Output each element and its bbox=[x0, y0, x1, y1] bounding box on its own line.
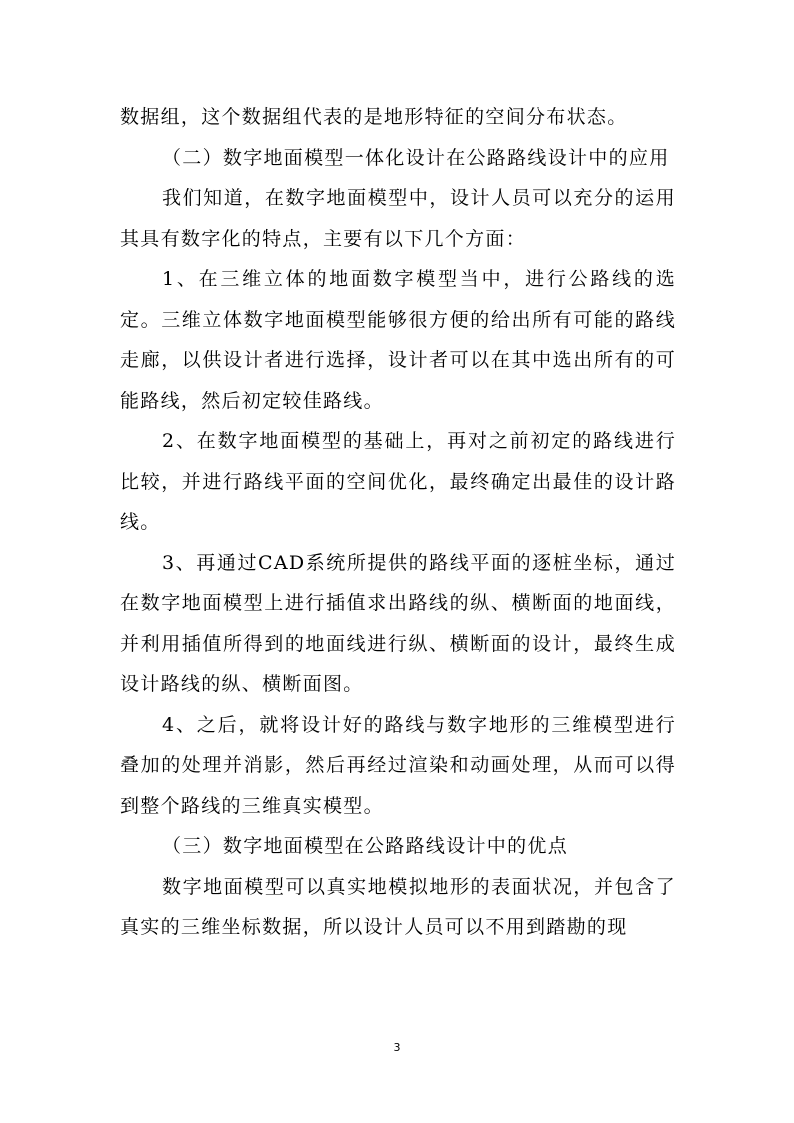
section-heading-2: （二）数字地面模型一体化设计在公路路线设计中的应用 bbox=[162, 146, 670, 169]
list-item-2: 2、在数字地面模型的基础上，再对之前初定的路线进行比较，并进行路线平面的空间优化，最终确定出最佳的设计路线。 bbox=[120, 430, 676, 533]
paragraph-advantages: 数字地面模型可以真实地模拟地形的表面状况，并包含了真实的三维坐标数据，所以设计人员可以不用到踏勘的现 bbox=[120, 875, 676, 938]
list-item-3: 3、再通过CAD系统所提供的路线平面的逐桩坐标，通过在数字地面模型上进行插值求出路线的纵、横断面的地面线，并利用插值所得到的地面线进行纵、横断面的设计，最终生成设计路线的纵、横断面图。 bbox=[120, 551, 676, 695]
body-text bbox=[120, 97, 676, 948]
page-number: 3 bbox=[393, 1041, 401, 1054]
paragraph-intro: 我们知道，在数字地面模型中，设计人员可以充分的运用其具有数字化的特点，主要有以下几个方面： bbox=[120, 187, 676, 250]
section-heading-3: （三）数字地面模型在公路路线设计中的优点 bbox=[162, 835, 569, 857]
paragraph-continuation: 数据组，这个数据组代表的是地形特征的空间分布状态。 bbox=[120, 106, 628, 128]
list-item-4: 4、之后，就将设计好的路线与数字地形的三维模型进行叠加的处理并消影，然后再经过渲染和动画处理，从而可以得到整个路线的三维真实模型。 bbox=[120, 713, 676, 817]
list-item-1: 1、在三维立体的地面数字模型当中，进行公路线的选定。三维立体数字地面模型能够很方便的给出所有可能的路线走廊，以供设计者进行选择，设计者可以在其中选出所有的可能路线，然后初定较佳路线。 bbox=[120, 268, 676, 412]
